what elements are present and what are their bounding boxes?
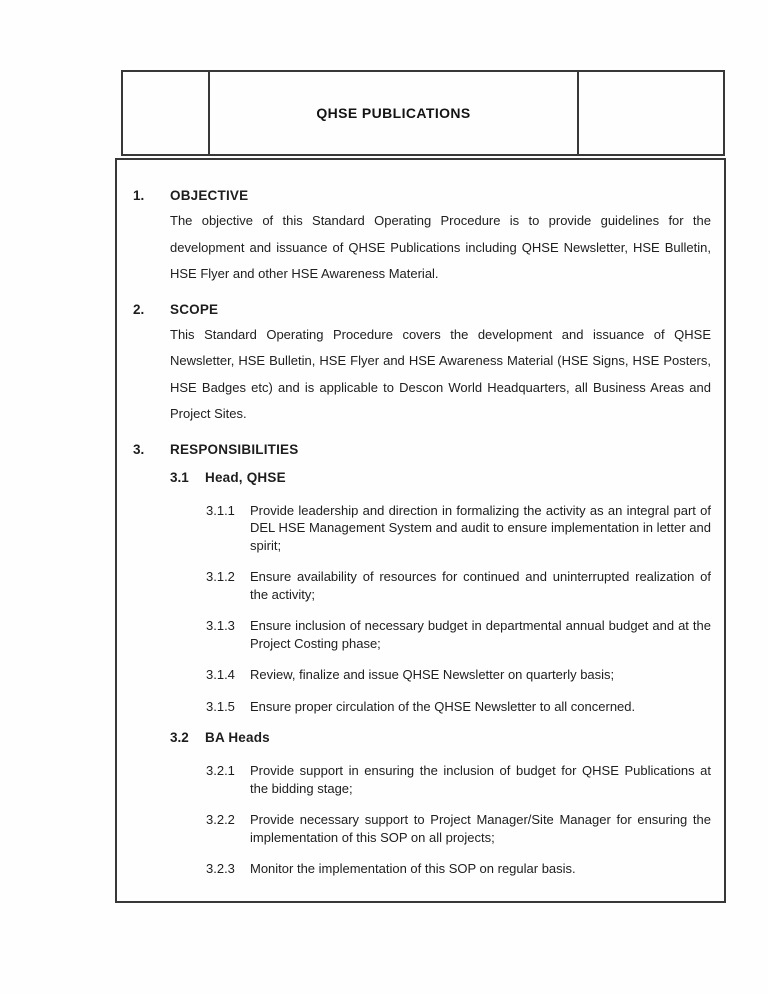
item-number: 3.2.1 <box>206 763 235 778</box>
section-heading: OBJECTIVE <box>170 188 249 203</box>
responsibility-item <box>206 568 711 603</box>
subsection-number: 3.1 <box>170 469 189 485</box>
section <box>133 301 711 441</box>
section-content <box>170 187 711 301</box>
subsection <box>170 469 711 716</box>
document-body <box>115 158 726 903</box>
sections-container <box>133 187 711 892</box>
responsibility-item <box>206 666 711 684</box>
item-number: 3.1.1 <box>206 502 235 518</box>
item-text: Ensure inclusion of necessary budget in departmental annual budget and at the Project Costing phase; <box>250 618 711 651</box>
subsection-number: 3.2 <box>170 730 189 745</box>
header-table <box>121 70 725 156</box>
subsection-heading: BA Heads <box>205 730 270 745</box>
item-text: Provide leadership and direction in formalizing the activity as an integral part of DEL HSE Management System and audit to ensure implementation in letter and spirit; <box>250 502 711 553</box>
item-text: Ensure availability of resources for continued and uninterrupted realization of the activity; <box>250 569 711 602</box>
header-left-cell <box>123 72 210 154</box>
subsection-items <box>170 502 711 716</box>
responsibility-item <box>206 860 711 878</box>
section <box>133 441 711 892</box>
item-number: 3.2.2 <box>206 812 235 827</box>
item-text: Ensure proper circulation of the QHSE Newsletter to all concerned. <box>250 698 636 714</box>
item-text: Review, finalize and issue QHSE Newsletter on quarterly basis; <box>250 667 615 682</box>
section-number: 1. <box>133 188 145 203</box>
section-heading: RESPONSIBILITIES <box>170 441 299 457</box>
responsibility-item <box>206 502 711 555</box>
item-text: Provide necessary support to Project Manager/Site Manager for ensuring the implementation of this SOP on all projects; <box>250 812 711 845</box>
subsection-heading: Head, QHSE <box>205 469 286 485</box>
document-title: QHSE PUBLICATIONS <box>316 105 471 121</box>
header-right-cell <box>579 72 723 154</box>
subsection-items <box>170 762 711 878</box>
responsibility-item <box>206 698 711 716</box>
responsibility-item <box>206 762 711 797</box>
section-paragraph: The objective of this Standard Operating Procedure is to provide guidelines for the development and issuance of QHSE Publications including QHSE Newsletter, HSE Bulletin, HSE Flyer and other HSE Awareness Material. <box>170 213 711 281</box>
subsection-heading-row <box>170 469 711 487</box>
section-heading: SCOPE <box>170 301 219 317</box>
section-content <box>170 301 711 441</box>
item-text: Monitor the implementation of this SOP on regular basis. <box>250 861 576 876</box>
section-number: 3. <box>133 441 145 457</box>
header-title-cell <box>210 72 579 154</box>
responsibility-item <box>206 811 711 846</box>
subsection-heading-row <box>170 729 711 747</box>
section-content <box>170 441 711 892</box>
item-number: 3.1.4 <box>206 667 235 682</box>
section-number: 2. <box>133 301 145 317</box>
section <box>133 187 711 301</box>
item-number: 3.1.2 <box>206 569 235 584</box>
section-paragraph: This Standard Operating Procedure covers the development and issuance of QHSE Newsletter, HSE Bulletin, HSE Flyer and HSE Awareness Material (HSE Signs, HSE Posters, HSE Badges etc) and is applicable to Descon World Headquarters, all Business Areas and Project Sites. <box>170 326 711 421</box>
item-number: 3.2.3 <box>206 861 235 876</box>
subsection <box>170 729 711 878</box>
item-text: Provide support in ensuring the inclusion of budget for QHSE Publications at the bidding stage; <box>250 763 711 796</box>
responsibility-item <box>206 617 711 652</box>
item-number: 3.1.5 <box>206 698 235 714</box>
item-number: 3.1.3 <box>206 618 235 633</box>
